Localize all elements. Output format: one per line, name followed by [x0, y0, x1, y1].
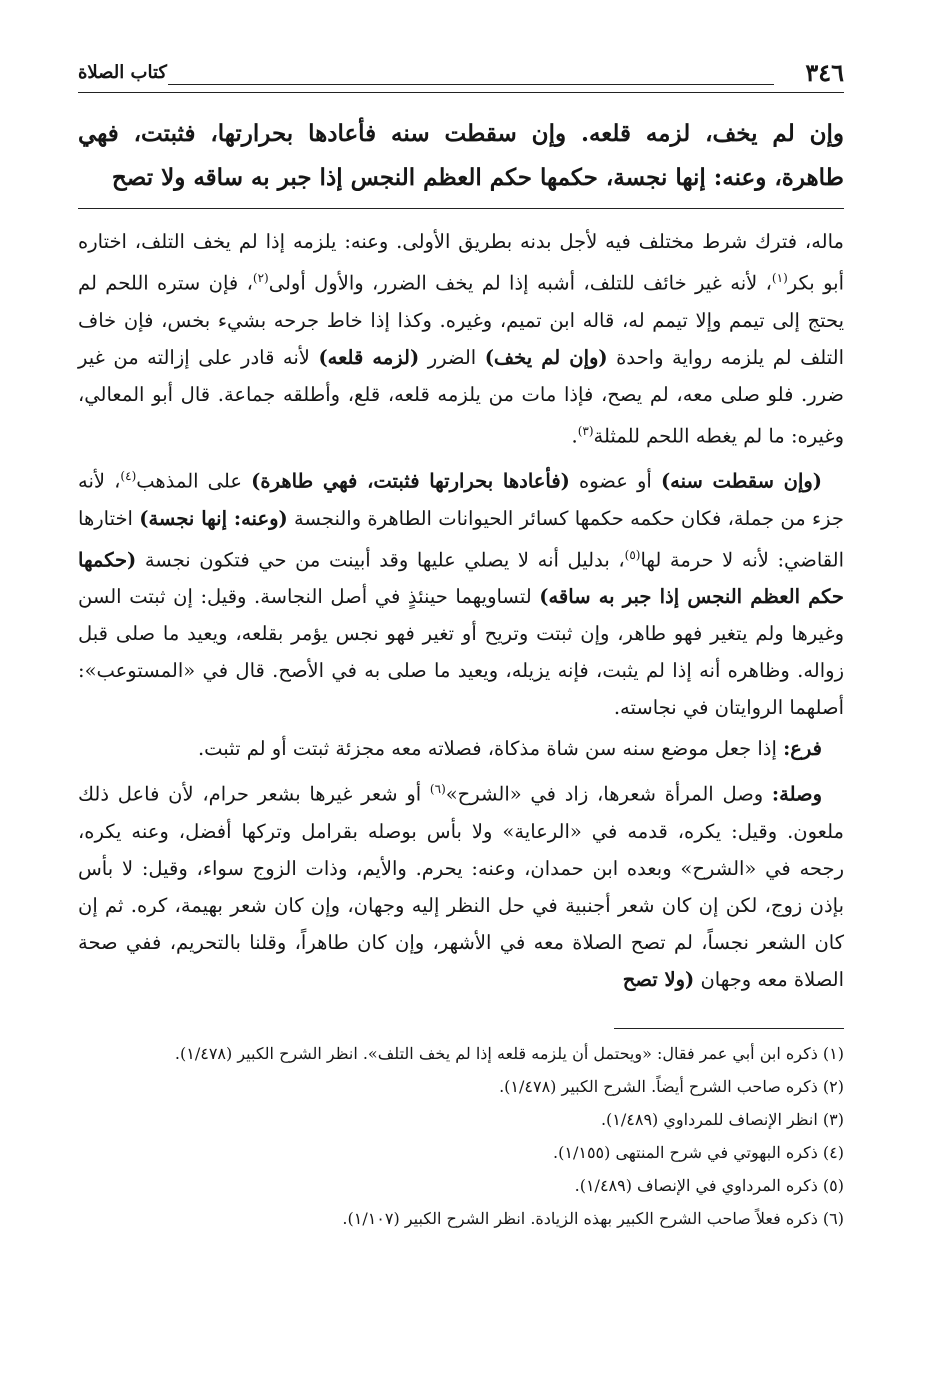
- footnote-1: (١) ذكره ابن أبي عمر فقال: «ويحتمل أن يلزمه قلعه إذا لم يخف التلف». انظر الشرح الكبير (١/٤٧٨).: [174, 1043, 844, 1063]
- footnote-2: (٢) ذكره صاحب الشرح أيضاً. الشرح الكبير (١/٤٧٨).: [499, 1076, 844, 1096]
- quoted-matn: (وإن سقطت سنه): [660, 469, 822, 493]
- commentary-paragraph-3: [78, 730, 844, 767]
- text-run: اختارها القاضي: لأنه لا حرمة لها: [78, 506, 844, 571]
- quoted-matn: (وعنه: إنها نجسة): [139, 506, 288, 530]
- text-run: .: [571, 424, 578, 447]
- commentary-paragraph-1: [78, 223, 844, 454]
- text-run: أو شعر غيرها بشعر حرام، لأن فاعل ذلك ملعون. وقيل: يكره، قدمه في «الرعاية» ولا بأس بوصله بقرامل وتركها أفضل، وعنه يكره، رجحه في «الشرح» وبعده ابن حمدان، وعنه: يحرم. والأيم، وذات الزوج سواء، وقيل: لا بأس بإذن زوج، لكن إن كان شعر أجنبية في حل النظر إليه وجهان، وإن كان شعر بهيمة، كره. ثم إن كان الشعر نجساً، لم تصح الصلاة معه في الأشهر، وإن كان طاهراً، وقلنا بالتحريم، ففي صحة الصلاة معه وجهان: [78, 782, 844, 991]
- section-label: وصلة:: [771, 782, 823, 806]
- footnote-3: (٣) انظر الإنصاف للمرداوي (١/٤٨٩).: [600, 1109, 844, 1129]
- header-divider: [78, 92, 844, 93]
- page-number: ٣٤٦: [805, 58, 844, 87]
- footnotes: [78, 1037, 844, 1235]
- footnotes-divider: [614, 1028, 844, 1029]
- text-run: ، لأنه غير خائف للتلف، أشبه إذا لم يخف الضرر، والأول أولى: [268, 271, 772, 295]
- text-run: الضرر: [419, 345, 485, 369]
- section-label: فرع:: [783, 737, 822, 760]
- text-run: ، فإن ستره اللحم لم يحتج إلى تيمم وإلا تيمم له، قاله ابن تميم، وغيره. وكذا إذا خاط جرحه بشيء بخس، فإن خاف التلف لم يلزمه رواية واحدة: [78, 271, 845, 369]
- quoted-matn: (فأعادها بحرارتها فثبتت، فهي طاهرة): [251, 469, 570, 493]
- quoted-matn: (وإن لم يخف): [484, 345, 608, 369]
- text-run: لتساويهما حينئذٍ في أصل النجاسة. وقيل: إن ثبتت السن وغيرها ولم يتغير فهو طاهر، وإن ثبتت وتريح أو تغير فهو نجس يؤمر بقلعه، ويعيد ما صلى قبل زواله. وظاهره أنه إذا لم يثبت، فإنه يزيله، ويعيد ما صلى به في الأصح. قال في «المستوعب»: أصلهما الروايتان في نجاسته.: [78, 585, 844, 719]
- header-rule: [168, 84, 774, 85]
- commentary-paragraph-2: [78, 458, 844, 726]
- text-run: أو عضوه: [569, 469, 661, 493]
- main-text: وإن لم يخف، لزمه قلعه. وإن سقطت سنه فأعادها بحرارتها، فثبتت، فهي طاهرة، وعنه: إنها نجسة، حكمها حكم العظم النجس إذا جبر به ساقه ولا تصح: [78, 120, 844, 191]
- text-run: لأنه قادر على إزالته من غير ضرر. فلو صلى معه، لم يصح، فإذا مات من يلزمه قلعه، قلع، وأطلقه جماعة. قال أبو المعالي، وغيره: ما لم يغطه اللحم للمثلة: [78, 345, 844, 447]
- footnote-ref-2: (٢): [252, 271, 269, 285]
- text-run: ، بدليل أنه لا يصلي عليها وقد أبينت من حي فتكون نجسة: [136, 548, 625, 571]
- text-run: ، لأنه جزء من جملة، فكان حكمه حكمها كسائر الحيوانات الطاهرة والنجسة: [78, 469, 844, 530]
- footnote-ref-5: (٥): [624, 547, 641, 562]
- text-run: على المذهب: [136, 469, 252, 493]
- quoted-matn: (حكمها حكم العظم النجس إذا جبر به ساقه): [78, 548, 844, 608]
- text-run: إذا جعل موضع سنه سن شاة مذكاة، فصلاته معه مجزئة ثبتت أو لم تثبت.: [197, 737, 784, 760]
- main-text-divider: [78, 208, 844, 209]
- quoted-matn: (ولا تصح: [622, 967, 695, 991]
- page-header: [78, 58, 844, 94]
- footnote-ref-4: (٤): [120, 469, 137, 483]
- footnote-4: (٤) ذكره البهوتي في شرح المنتهى (١/١٥٥).: [553, 1142, 844, 1162]
- footnote-ref-6: (٦): [429, 782, 446, 796]
- text-run: ماله، فترك شرط مختلف فيه لأجل بدنه بطريق الأولى. وعنه: يلزمه إذا لم يخف التلف، اختاره أبو بكر: [78, 230, 845, 295]
- footnote-6: (٦) ذكره فعلاً صاحب الشرح الكبير بهذه الزيادة. انظر الشرح الكبير (١/١٠٧).: [342, 1208, 844, 1228]
- footnote-ref-3: (٣): [577, 423, 594, 438]
- text-run: وصل المرأة شعرها، زاد في «الشرح»: [445, 782, 772, 806]
- quoted-matn: (لزمه قلعه): [318, 345, 420, 369]
- commentary: [78, 223, 844, 998]
- footnote-5: (٥) ذكره المرداوي في الإنصاف (١/٤٨٩).: [574, 1175, 844, 1195]
- commentary-paragraph-4: [78, 771, 844, 998]
- book-page: [78, 58, 844, 1235]
- book-title: كتاب الصلاة: [78, 62, 167, 83]
- footnote-ref-1: (١): [771, 271, 788, 285]
